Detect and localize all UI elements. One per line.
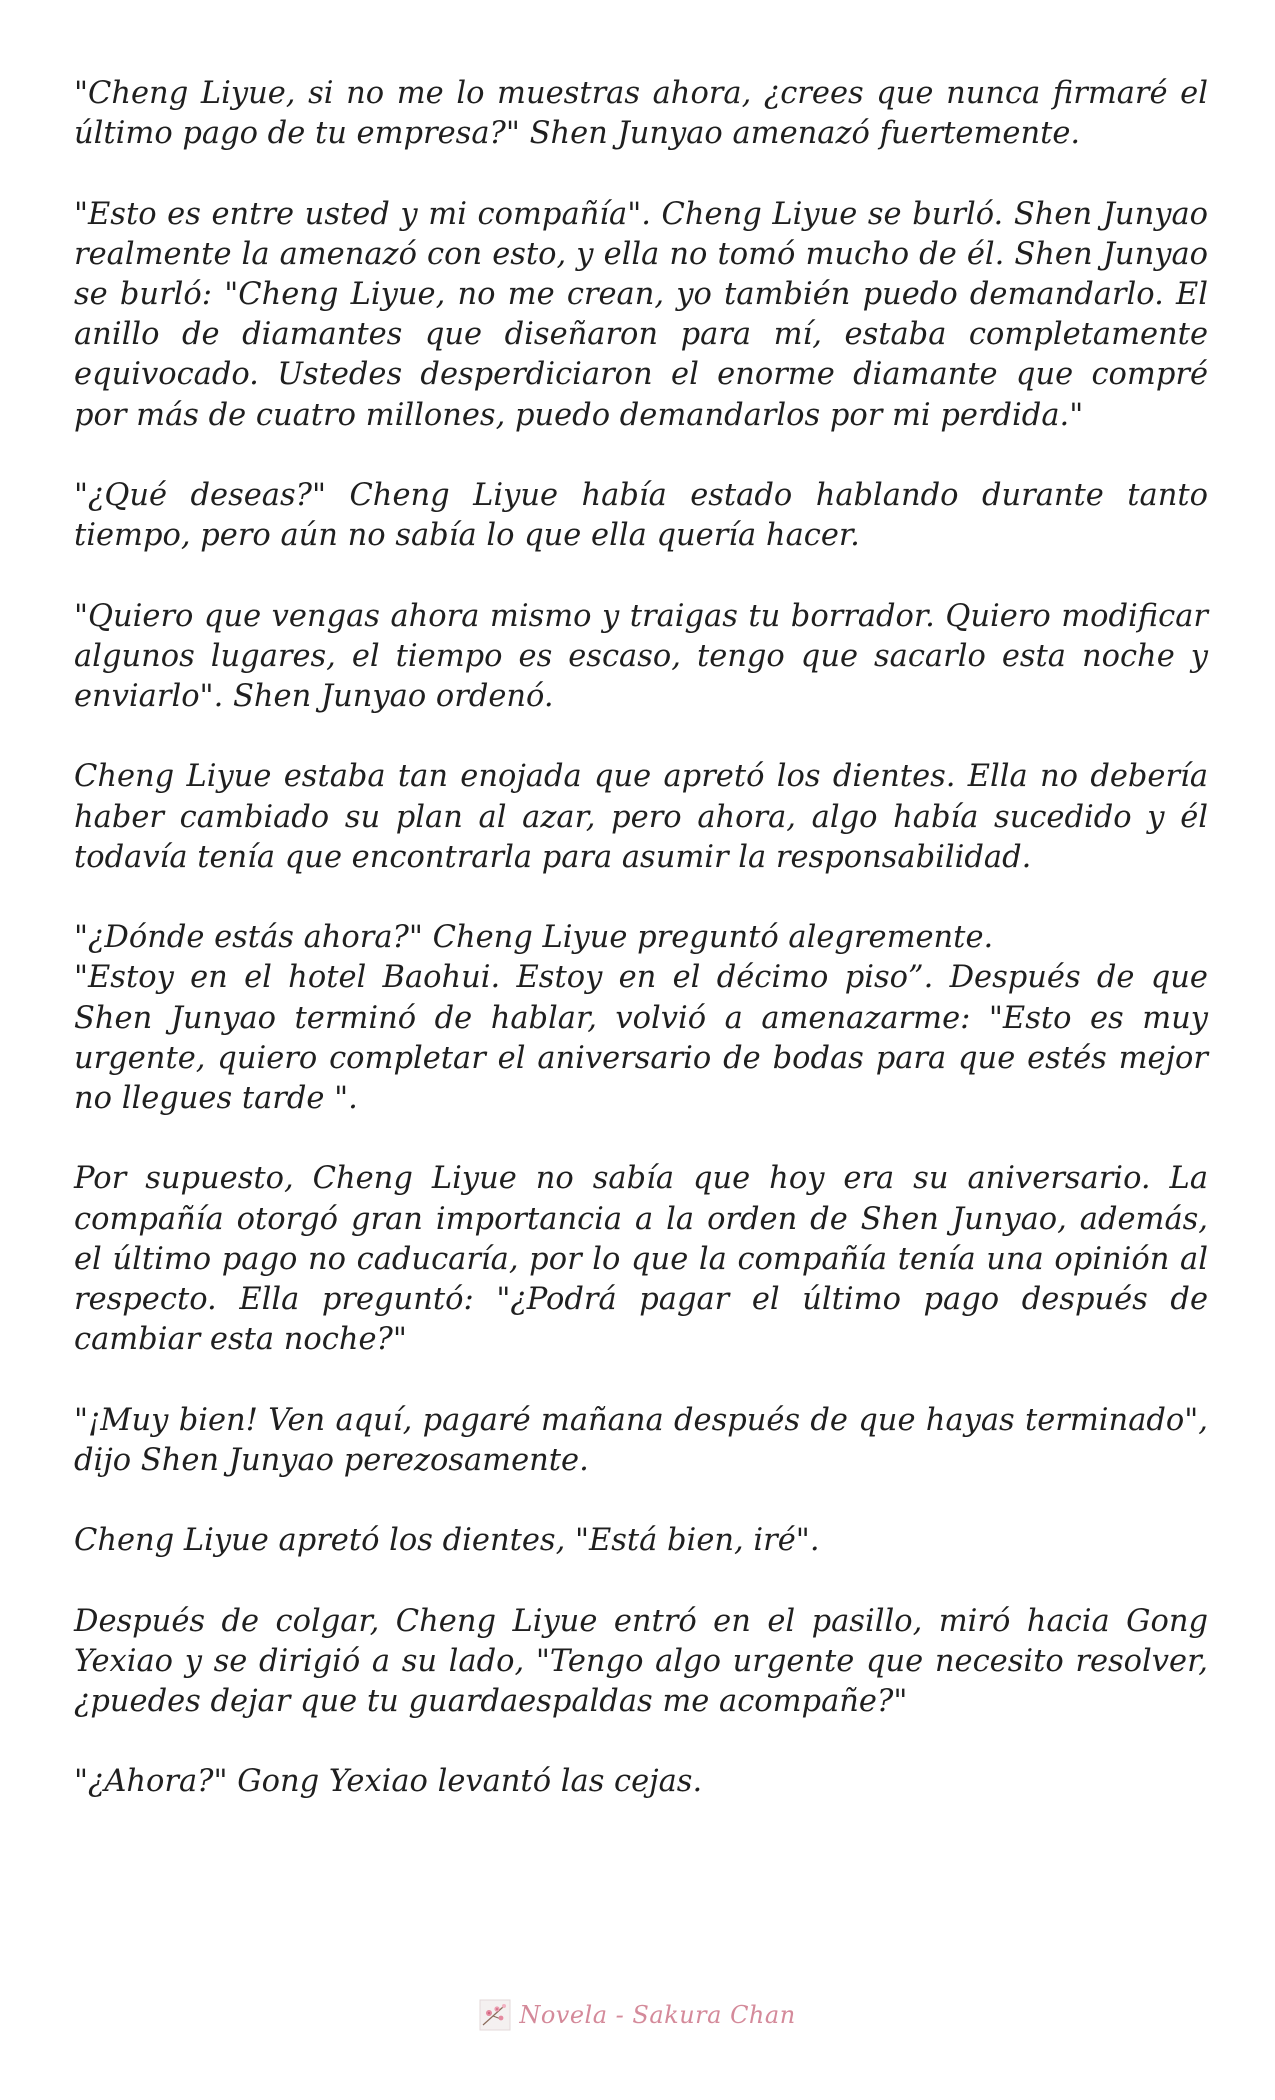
- paragraph-8: Por supuesto, Cheng Liyue no sabía que hoy era su aniversario. La compañía otorgó gran importancia a la orden de Shen Junyao, además, el último pago no caducaría, por lo que la compañía tenía una opinión al respecto. Ella preguntó: "¿Podrá pagar el último pago después de cambiar esta noche?": [74, 1161, 1208, 1358]
- paragraph-2: "Esto es entre usted y mi compañía". Cheng Liyue se burló. Shen Junyao realmente la amenazó con esto, y ella no tomó mucho de él. Shen Junyao se burló: "Cheng Liyue, no me crean, yo también puedo demandarlo. El anillo de diamantes que diseñaron para mí, estaba completamente equivocado. Ustedes desperdiciaron el enorme diamante que compré por más de cuatro millones, puedo demandarlos por mi perdida.": [74, 196, 1208, 433]
- paragraph-6: "¿Dónde estás ahora?" Cheng Liyue preguntó alegremente.: [74, 920, 994, 956]
- paragraph-12: "¿Ahora?" Gong Yexiao levantó las cejas.: [74, 1764, 703, 1800]
- paragraph-11: Después de colgar, Cheng Liyue entró en el pasillo, miró hacia Gong Yexiao y se dirigió a su lado, "Tengo algo urgente que necesito resolver, ¿puedes dejar que tu guardaespaldas me acompañe?": [74, 1603, 1208, 1719]
- paragraph-3: "¿Qué deseas?" Cheng Liyue había estado hablando durante tanto tiempo, pero aún no sabía lo que ella quería hacer.: [74, 478, 1208, 554]
- paragraph-9: "¡Muy bien! Ven aquí, pagaré mañana después de que hayas terminado", dijo Shen Junyao perezosamente.: [74, 1402, 1208, 1478]
- watermark: [0, 1995, 1275, 2035]
- paragraph-1: "Cheng Liyue, si no me lo muestras ahora, ¿crees que nunca firmaré el último pago de tu empresa?" Shen Junyao amenazó fuertemente.: [74, 76, 1208, 152]
- paragraph-10: Cheng Liyue apretó los dientes, "Está bien, iré".: [74, 1523, 820, 1559]
- sakura-flower-icon: [479, 1999, 511, 2031]
- watermark-text: Novela - Sakura Chan: [519, 2001, 796, 2029]
- paragraph-5: Cheng Liyue estaba tan enojada que apretó los dientes. Ella no debería haber cambiado su plan al azar, pero ahora, algo había sucedido y él todavía tenía que encontrarla para asumir la responsabilidad.: [74, 759, 1208, 875]
- document-body: [74, 74, 1208, 1803]
- paragraph-7: "Estoy en el hotel Baohui. Estoy en el décimo piso”. Después de que Shen Junyao terminó de hablar, volvió a amenazarme: "Esto es muy urgente, quiero completar el aniversario de bodas para que estés mejor no llegues tarde ".: [74, 960, 1208, 1116]
- paragraph-4: "Quiero que vengas ahora mismo y traigas tu borrador. Quiero modificar algunos lugares, el tiempo es escaso, tengo que sacarlo esta noche y enviarlo". Shen Junyao ordenó.: [74, 598, 1208, 714]
